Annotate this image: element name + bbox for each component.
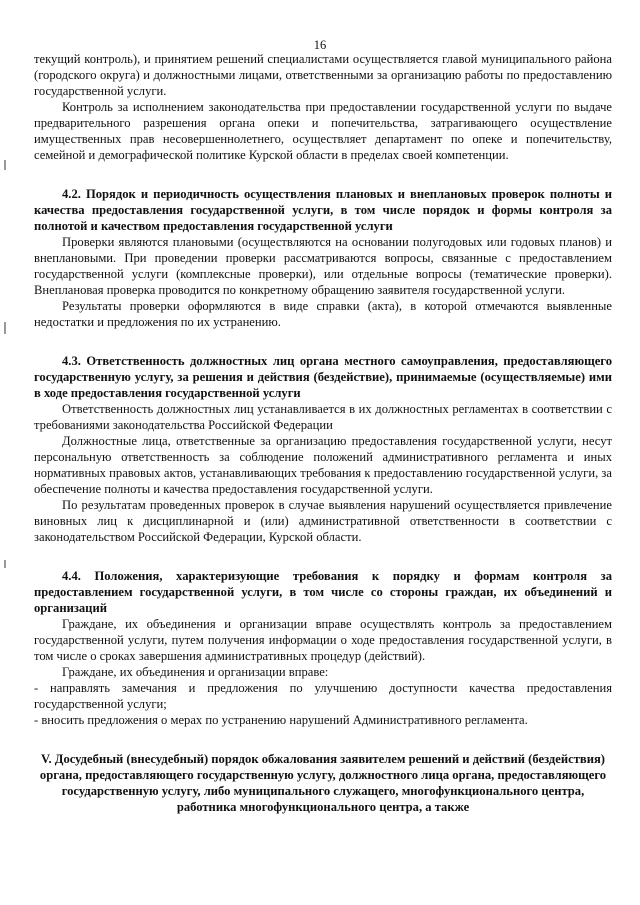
section-spacer bbox=[34, 330, 612, 353]
section-heading: 4.4. Положения, характеризующие требования к порядку и формам контроля за предоставлением государственной услуги, в том числе со стороны граждан, их объединений и организаций bbox=[34, 569, 612, 615]
list-item: - направлять замечания и предложения по улучшению доступности качества предоставления государственной услуги; bbox=[34, 681, 612, 711]
section-spacer bbox=[34, 545, 612, 568]
section-heading: 4.2. Порядок и периодичность осуществления плановых и внеплановых проверок полноты и качества предоставления государственной услуги, в том числе порядок и формы контроля за полнотой и качеством предоставления государственной услуги bbox=[34, 187, 612, 233]
paragraph: текущий контроль), и принятием решений специалистами осуществляется главой муниципального района (городского округа) и должностными лицами, ответственными за организацию работы по предоставлению государственной услуги. bbox=[34, 52, 612, 98]
page-number: 16 bbox=[313, 38, 327, 52]
paragraph: Контроль за исполнением законодательства при предоставлении государственной услуги по выдаче предварительного разрешения органа опеки и попечительства, затрагивающего осуществление имущественных прав несовершеннолетнего, осуществляет департамент по опеке и попечительству, семейной и демографической политике Курской области в пределах своей компетенции. bbox=[34, 100, 612, 162]
paragraph: Проверки являются плановыми (осуществляются на основании полугодовых или годовых планов) и внеплановыми. При проведении проверки рассматриваются вопросы, связанные с предоставлением государственной услуги (комплексные проверки), или отдельные вопросы (тематические проверки). Внеплановая проверка проводится по конкретному обращению заявителя государственной услуги. bbox=[34, 235, 612, 297]
paragraph: По результатам проведенных проверок в случае выявления нарушений осуществляется привлечение виновных лиц к дисциплинарной и (или) административной ответственности в соответствии с законодательством Российской Федерации, Курской области. bbox=[34, 498, 612, 544]
paragraph: Ответственность должностных лиц устанавливается в их должностных регламентах в соответствии с требованиями законодательства Российской Федерации bbox=[34, 402, 612, 432]
scan-margin-mark bbox=[4, 160, 6, 170]
paragraph: Граждане, их объединения и организации вправе: bbox=[62, 665, 329, 679]
section-spacer bbox=[34, 163, 612, 186]
paragraph: Граждане, их объединения и организации вправе осуществлять контроль за предоставлением государственной услуги, путем получения информации о ходе предоставления государственной услуги, в том числе о сроках завершения административных процедур (действий). bbox=[34, 617, 612, 663]
paragraph: Результаты проверки оформляются в виде справки (акта), в которой отмечаются выявленные недостатки и предложения по их устранению. bbox=[34, 299, 612, 329]
chapter-heading: V. Досудебный (внесудебный) порядок обжалования заявителем решений и действий (бездействия) органа, предоставляющего государственную услугу, должностного лица органа, предоставляющего государственную услугу, либо муниципального служащего, многофункционального центра, работника многофункционального центра, а также bbox=[39, 752, 607, 814]
document-body bbox=[34, 51, 612, 815]
section-heading: 4.3. Ответственность должностных лиц органа местного самоуправления, предоставляющего государственную услугу, за решения и действия (бездействие), принимаемые (осуществляемые) ими в ходе предоставления государственной услуги bbox=[34, 354, 612, 400]
section-spacer bbox=[34, 728, 612, 751]
scan-margin-mark bbox=[4, 322, 6, 334]
scan-margin-mark bbox=[4, 560, 6, 568]
paragraph: Должностные лица, ответственные за организацию предоставления государственной услуги, несут персональную ответственность за соблюдение положений административного регламента и иных нормативных правовых актов, устанавливающих требования к предоставлению государственной услуги, за обеспечение полноты и качества предоставления государственной услуги. bbox=[34, 434, 612, 496]
list-item: - вносить предложения о мерах по устранению нарушений Административного регламента. bbox=[34, 713, 528, 727]
